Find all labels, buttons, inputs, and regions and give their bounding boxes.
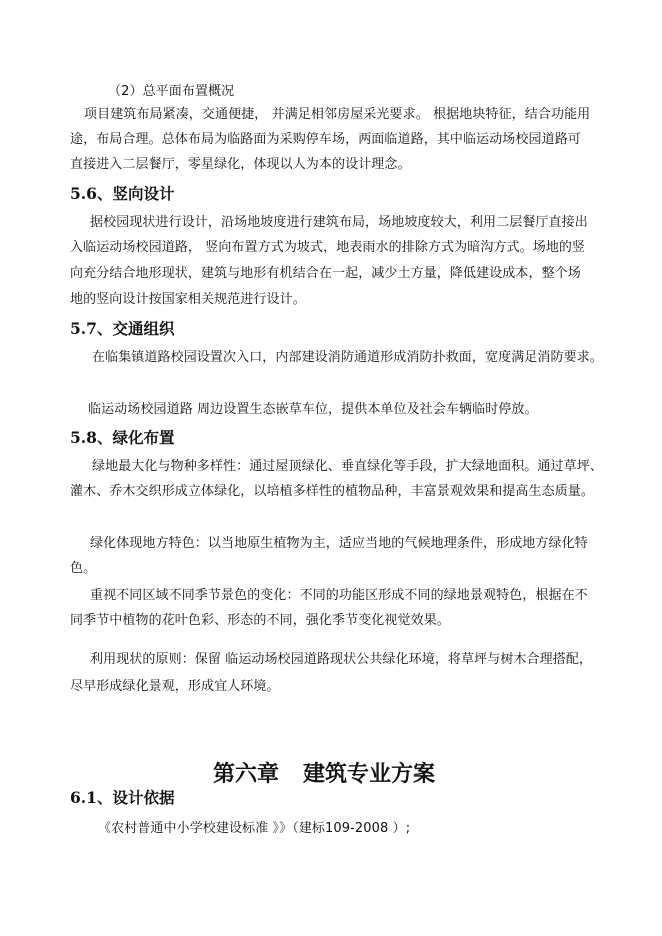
reference-item: 《农村普通中小学校建设标准 》》（建标109-2008 ）; <box>98 821 411 836</box>
chapter-number: 第六章 <box>213 761 280 787</box>
paragraph-line: 利用现状的原则：保留 临运动场校园道路现状公共绿化环境，将草坪与树木合理搭配， <box>90 652 593 667</box>
paragraph-line: 绿地最大化与物种多样性：通过屋顶绿化、垂直绿化等手段，扩大绿地面积。通过草坪、 <box>92 459 603 474</box>
chapter-title <box>213 760 435 788</box>
paragraph-line: 同季节中植物的花叶色彩、形态的不同，强化季节变化视觉效果。 <box>70 613 450 628</box>
paragraph-line: 临运动场校园道路 周边设置生态嵌草车位，提供本单位及社会车辆临时停放。 <box>88 402 538 417</box>
paragraph-line: 绿化体现地方特色：以当地原生植物为主，适应当地的气候地理条件，形成地方绿化特 <box>90 536 588 551</box>
paragraph-line: 入临运动场校园道路， 竖向布置方式为坡式，地表雨水的排除方式为暗沟方式。场地的竖 <box>70 240 586 255</box>
sub-heading: （2）总平面布置概况 <box>108 84 235 99</box>
paragraph-line: 据校园现状进行设计，沿场地坡度进行建筑布局，场地坡度较大，利用二层餐厅直接出 <box>90 215 588 230</box>
paragraph-line: 在临集镇道路校园设置次入口，内部建设消防通道形成消防扑救面，宽度满足消防要求。 <box>92 350 603 365</box>
chapter-name: 建筑专业方案 <box>303 761 436 787</box>
paragraph-line: 尽早形成绿化景观，形成宜人环境。 <box>70 679 280 694</box>
paragraph-line: 途，布局合理。总体布局为临路面为采购停车场，两面临道路，其中临运动场校园道路可 <box>70 132 581 147</box>
paragraph-line: 项目建筑布局紧凑，交通便捷， 并满足相邻房屋采光要求。 根据地块特征，结合功能用 <box>84 107 591 122</box>
section-heading: 5.8、绿化布置 <box>70 428 175 447</box>
paragraph-line: 灌木、乔木交织形成立体绿化，以培植多样性的植物品种，丰富景观效果和提高生态质量。 <box>70 484 595 499</box>
paragraph-line: 重视不同区域不同季节景色的变化：不同的功能区形成不同的绿地景观特色，根据在不 <box>90 588 588 603</box>
paragraph-line: 向充分结合地形现状，建筑与地形有机结合在一起，减少土方量，降低建设成本，整个场 <box>70 266 581 281</box>
section-heading: 5.6、竖向设计 <box>70 184 175 203</box>
paragraph-line: 直接进入二层餐厅，零星绿化，体现以人为本的设计理念。 <box>70 157 411 172</box>
paragraph-line: 色。 <box>70 561 97 576</box>
section-heading: 6.1、设计依据 <box>70 788 175 807</box>
paragraph-line: 地的竖向设计按国家相关规范进行设计。 <box>70 292 306 307</box>
section-heading: 5.7、交通组织 <box>70 319 175 338</box>
